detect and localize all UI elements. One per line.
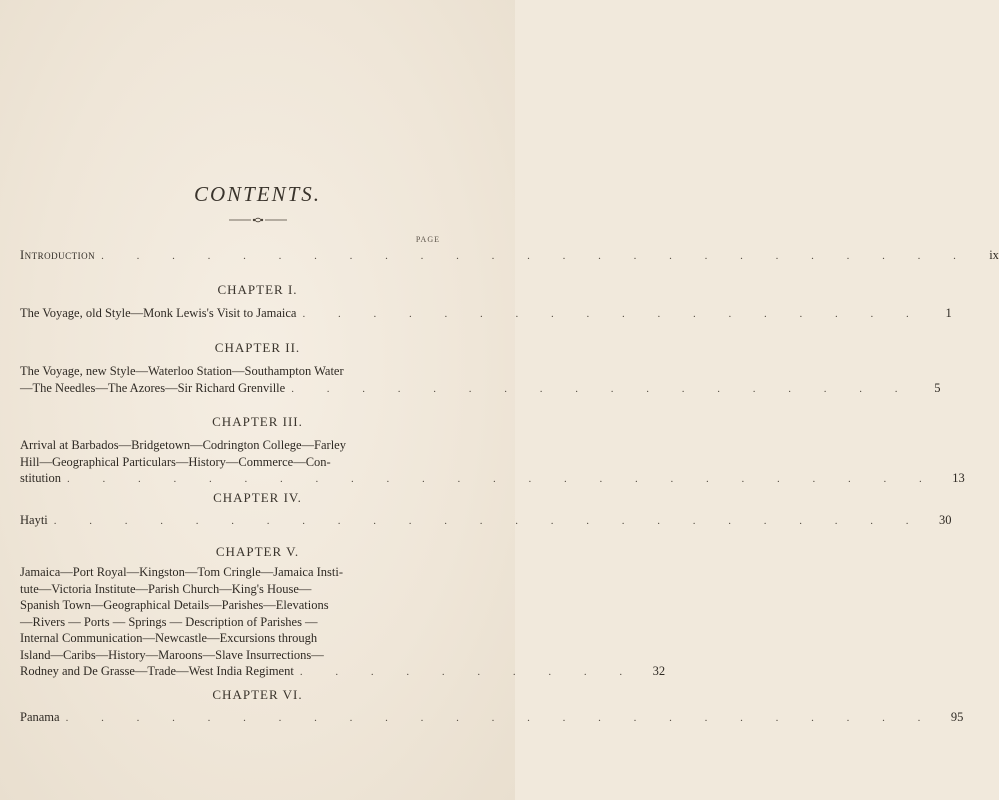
page-number: 32 bbox=[652, 664, 666, 678]
dot-leader: . . . . . . . . . . . . . . . . . . bbox=[302, 308, 924, 320]
chapter-heading-3: CHAPTER III. bbox=[212, 414, 303, 429]
toc-entry-chapter-4 bbox=[20, 512, 952, 530]
entry-text: Hayti bbox=[20, 513, 48, 527]
entry-text: Rodney and De Grasse—Trade—West India Regiment bbox=[20, 664, 294, 678]
contents-title: CONTENTS. bbox=[193, 182, 322, 206]
entry-text: —Rivers — Ports — Springs — Description of Parishes — bbox=[20, 614, 318, 629]
dot-leader: . . . . . . . . . . . . . . . . . . . . . . . . . bbox=[65, 712, 936, 724]
entry-text: Spanish Town—Geographical Details—Parishes—Elevations bbox=[20, 598, 329, 612]
page-number: 1 bbox=[945, 306, 952, 320]
toc-entry-chapter-2 bbox=[20, 363, 941, 397]
chapter-heading-5: CHAPTER V. bbox=[215, 544, 300, 559]
page-number: 30 bbox=[939, 513, 952, 527]
entry-text: Jamaica—Port Royal—Kingston—Tom Cringle—Jamaica Insti- bbox=[20, 565, 344, 579]
entry-text: tute—Victoria Institute—Parish Church—King's House— bbox=[20, 581, 312, 596]
dot-leader: . . . . . . . . . . . . . . . . . . . . . . . . . bbox=[101, 250, 971, 262]
page-number: ix bbox=[989, 248, 999, 262]
dot-leader: . . . . . . . . . . bbox=[299, 666, 638, 678]
entry-text: Introduction bbox=[20, 248, 96, 262]
entry-text: —The Needles—The Azores—Sir Richard Grenville bbox=[20, 380, 286, 395]
entry-text: The Voyage, new Style—Waterloo Station—Southampton Water bbox=[20, 364, 344, 378]
dot-leader: . . . . . . . . . . . . . . . . . . . . . . . . . bbox=[53, 515, 924, 527]
entry-text: Internal Communication—Newcastle—Excursions through bbox=[20, 631, 318, 645]
chapter-heading-1: CHAPTER I. bbox=[217, 282, 298, 297]
entry-text: Island—Caribs—History—Maroons—Slave Insurrections— bbox=[20, 647, 324, 662]
chapter-heading-4: CHAPTER IV. bbox=[213, 490, 302, 505]
toc-entry-chapter-6 bbox=[20, 709, 964, 727]
toc-entry-chapter-3 bbox=[20, 437, 965, 488]
ornament-divider-icon bbox=[229, 216, 287, 224]
page-number: 95 bbox=[950, 710, 964, 724]
entry-text: The Voyage, old Style—Monk Lewis's Visit to Jamaica bbox=[20, 306, 297, 320]
entry-text: stitution bbox=[20, 471, 61, 485]
dot-leader: . . . . . . . . . . . . . . . . . . . . . . . . . bbox=[66, 473, 937, 485]
entry-text: Panama bbox=[20, 710, 60, 724]
toc-entry-chapter-5 bbox=[20, 564, 666, 681]
dot-leader: . . . . . . . . . . . . . . . . . . bbox=[291, 382, 913, 395]
page-number: 5 bbox=[934, 380, 941, 395]
page-column-label: PAGE bbox=[415, 235, 440, 244]
entry-text: Hill—Geographical Particulars—History—Commerce—Con- bbox=[20, 454, 331, 469]
chapter-heading-2: CHAPTER II. bbox=[214, 340, 301, 355]
toc-entry-chapter-1 bbox=[20, 305, 952, 323]
toc-entry-introduction bbox=[20, 247, 999, 265]
page-number: 13 bbox=[952, 471, 965, 485]
chapter-heading-6: CHAPTER VI. bbox=[212, 687, 303, 702]
entry-text: Arrival at Barbados—Bridgetown—Codrington College—Farley bbox=[20, 438, 346, 452]
